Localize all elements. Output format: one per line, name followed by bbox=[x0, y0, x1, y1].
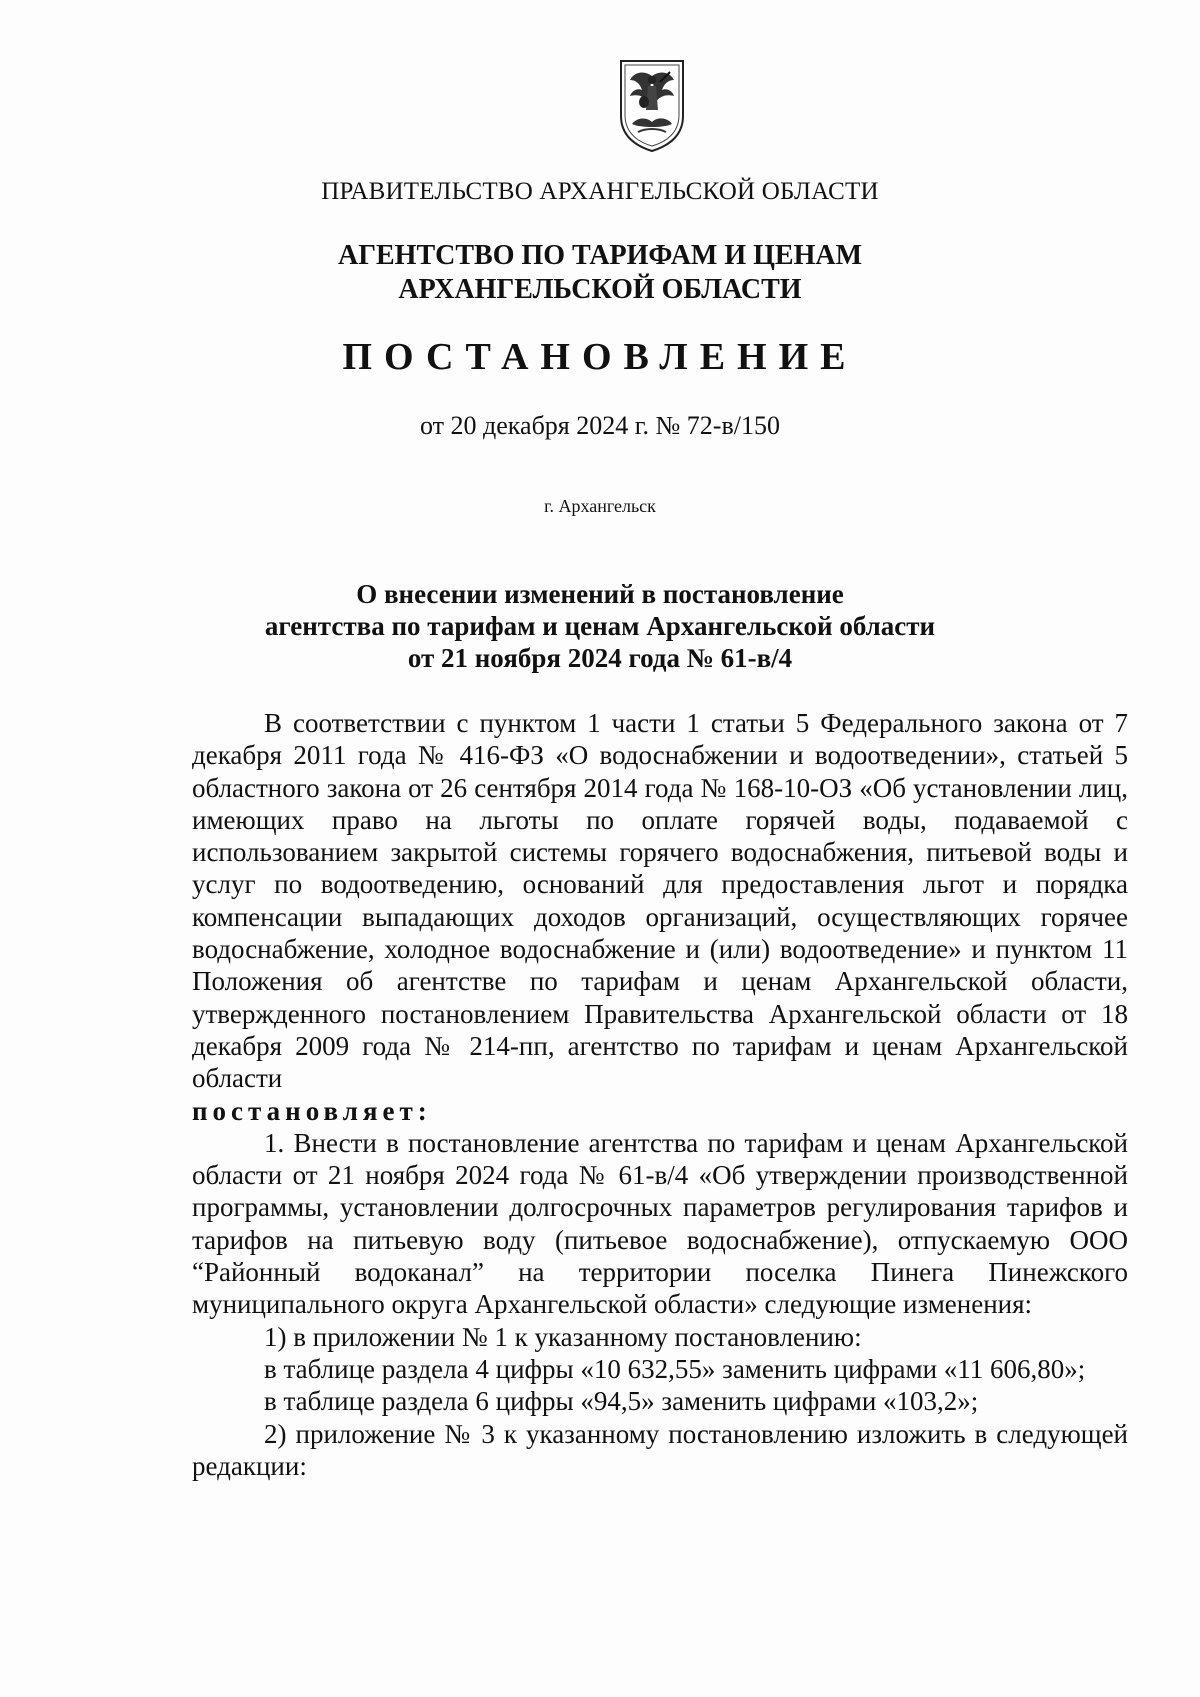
document-subject bbox=[0, 578, 1200, 674]
document-type: ПОСТАНОВЛЕНИЕ bbox=[342, 336, 858, 378]
agency-title-line2: АРХАНГЕЛЬСКОЙ ОБЛАСТИ bbox=[398, 274, 802, 305]
agency-title bbox=[0, 239, 1200, 307]
item-1-2-paragraph: 2) приложение № 3 к указанному постановлению изложить в следующей редакции: bbox=[192, 1418, 1128, 1481]
arkhangelsk-coat-of-arms-icon bbox=[618, 58, 686, 154]
preamble-paragraph: В соответствии с пунктом 1 части 1 статьи 5 Федерального закона от 7 декабря 2011 года № 416-ФЗ «О водоснабжении и водоотведении», статьей 5 областного закона от 26 сентября 2014 года № 168-10-ОЗ «Об установлении лиц, имеющих право на льготы по оплате горячей воды, подаваемой с использованием закрытой системы горячего водоснабжения, питьевой воды и услуг по водоотведению, оснований для предоставления льгот и порядка компенсации выпадающих доходов организаций, осуществляющих горячее водоснабжение, холодное водоснабжение и (или) водоотведение» и пунктом 11 Положения об агентстве по тарифам и ценам Архангельской области, утвержденного постановлением Правительства Архангельской области от 18 декабря 2009 года № 214-пп, агентство по тарифам и ценам Архангельской области bbox=[192, 708, 1128, 1094]
agency-title-line1: АГЕНТСТВО ПО ТАРИФАМ И ЦЕНАМ bbox=[337, 240, 863, 271]
city: г. Архангельск bbox=[544, 496, 656, 516]
item-1-1-paragraph: 1) в приложении № 1 к указанному постановлению: bbox=[264, 1321, 862, 1352]
government-title: ПРАВИТЕЛЬСТВО АРХАНГЕЛЬСКОЙ ОБЛАСТИ bbox=[321, 178, 879, 205]
subject-line2: агентства по тарифам и ценам Архангельской области bbox=[264, 611, 936, 641]
subject-line3: от 21 ноября 2024 года № 61-в/4 bbox=[407, 643, 793, 673]
item-1-1-a-paragraph: в таблице раздела 4 цифры «10 632,55» заменить цифрами «11 606,80»; bbox=[264, 1353, 1086, 1384]
item-1-1-b-paragraph: в таблице раздела 6 цифры «94,5» заменить цифрами «103,2»; bbox=[264, 1386, 979, 1417]
subject-line1: О внесении изменений в постановление bbox=[356, 579, 844, 609]
resolves-word: постановляет: bbox=[192, 1095, 432, 1126]
date-and-number: от 20 декабря 2024 г. № 72-в/150 bbox=[420, 411, 780, 440]
document-body bbox=[192, 707, 1128, 1482]
item-1-paragraph: 1. Внести в постановление агентства по тарифам и ценам Архангельской области от 21 ноября 2024 года № 61-в/4 «Об утверждении производственной программы, установлении долгосрочных параметров регулирования тарифов и тарифов на питьевую воду (питьевое водоснабжение), отпускаемую ООО “Районный водоканал” на территории поселка Пинега Пинежского муниципального округа Архангельской области» следующие изменения: bbox=[192, 1127, 1128, 1320]
